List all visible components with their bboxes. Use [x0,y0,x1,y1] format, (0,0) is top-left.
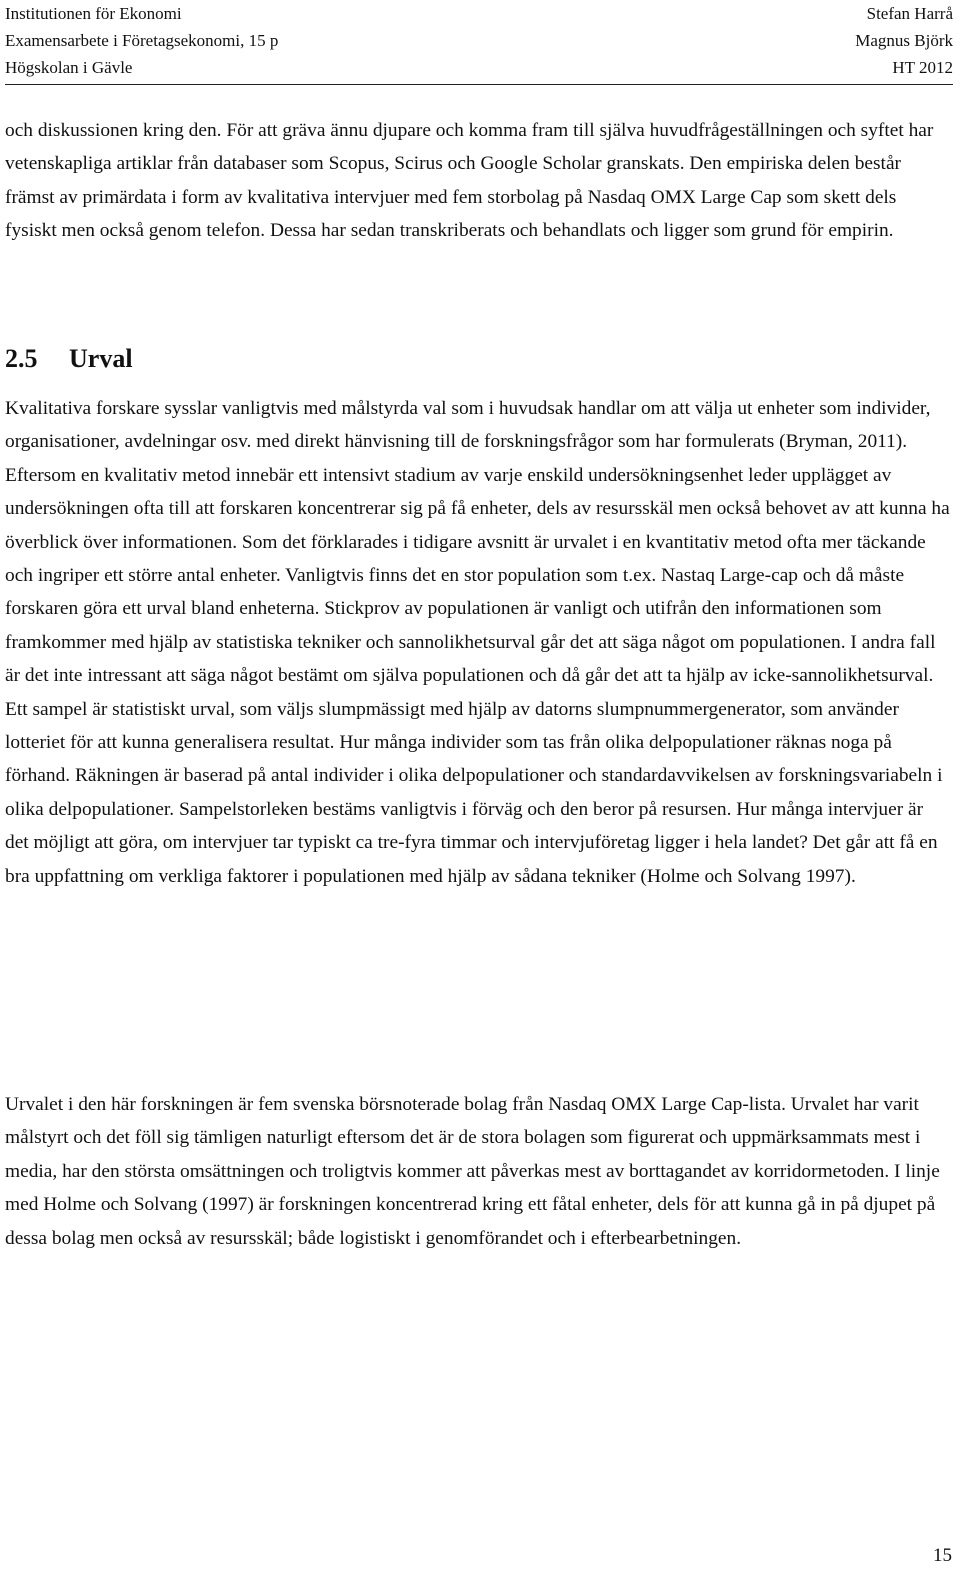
header-row-3 [5,54,953,81]
header-author-1: Stefan Harrå [866,4,953,23]
urval-paragraph-1-block [5,392,950,893]
page-header [5,0,953,85]
section-heading [5,341,133,377]
intro-paragraph-block [5,114,950,248]
urval-paragraph-2-block [5,1088,950,1255]
urval-paragraph-1: Kvalitativa forskare sysslar vanligtvis med målstyrda val som i huvudsak handlar om att välja ut enheter som individer, organisationer, avdelningar osv. med direkt hänvisning till de forskningsfrågor som har formulerats (Bryman, 2011). Eftersom en kvalitativ metod innebär ett intensivt stadium av varje enskild undersökningsenhet leder upplägget av undersökningen ofta till att forskaren koncentrerar sig på få enheter, dels av resursskäl men också behovet av att kunna ha överblick över informationen. Som det förklarades i tidigare avsnitt är urvalet i en kvantitativ metod ofta mer täckande och ingriper ett större antal enheter. Vanligtvis finns det en stor population som t.ex. Nastaq Large-cap och då måste forskaren göra ett urval bland enheterna. Stickprov av populationen är vanligt och utifrån den informationen som framkommer med hjälp av statistiska tekniker och sannolikhetsurval går det att säga något om populationen. I andra fall är det inte intressant att säga något bestämt om själva populationen och då går det att ta hjälp av icke-sannolikhetsurval. Ett sampel är statistiskt urval, som väljs slumpmässigt med hjälp av datorns slumpnummergenerator, som använder lotteriet för att kunna generalisera resultat. Hur många individer som tas från olika delpopulationer räknas noga på förhand. Räkningen är baserad på antal individer i olika delpopulationer och standardavvikelsen av forskningsvariabeln i olika delpopulationer. Sampelstorleken bestäms vanligtvis i förväg och den beror på resursen. Hur många intervjuer är det möjligt att göra, om intervjuer tar typiskt ca tre-fyra timmar och intervjuföretag ligger i hela landet? Det går att få en bra uppfattning om verkliga faktorer i populationen med hjälp av sådana tekniker (Holme och Solvang 1997). [5,398,950,887]
header-row-1 [5,0,953,27]
header-department: Institutionen för Ekonomi [5,4,182,23]
header-term: HT 2012 [892,58,953,77]
header-author-2: Magnus Björk [855,31,953,50]
page-number: 15 [933,1545,952,1566]
section-title: Urval [69,344,133,373]
intro-paragraph: och diskussionen kring den. För att gräva ännu djupare och komma fram till själva huvudfrågeställningen och syftet har vetenskapliga artiklar från databaser som Scopus, Scirus och Google Scholar granskats. Den empiriska delen består främst av primärdata i form av kvalitativa intervjuer med fem storbolag på Nasdaq OMX Large Cap som skett dels fysiskt men också genom telefon. Dessa har sedan transkriberats och behandlats och ligger som grund för empirin. [5,120,934,242]
header-university: Högskolan i Gävle [5,58,133,77]
section-number: 2.5 [5,344,38,373]
urval-paragraph-2: Urvalet i den här forskningen är fem svenska börsnoterade bolag från Nasdaq OMX Large Cap-lista. Urvalet har varit målstyrt och det föll sig tämligen naturligt eftersom det är de stora bolagen som figurerat och uppmärksammats mest i media, har den största omsättningen och troligtvis kommer att påverkas mest av borttagandet av korridormetoden. I linje med Holme och Solvang (1997) är forskningen koncentrerad kring ett fåtal enheter, dels för att kunna gå in på djupet på dessa bolag men också av resursskäl; både logistiskt i genomförandet och i efterbearbetningen. [5,1094,940,1249]
header-course: Examensarbete i Företagsekonomi, 15 p [5,31,279,50]
header-row-2 [5,27,953,54]
